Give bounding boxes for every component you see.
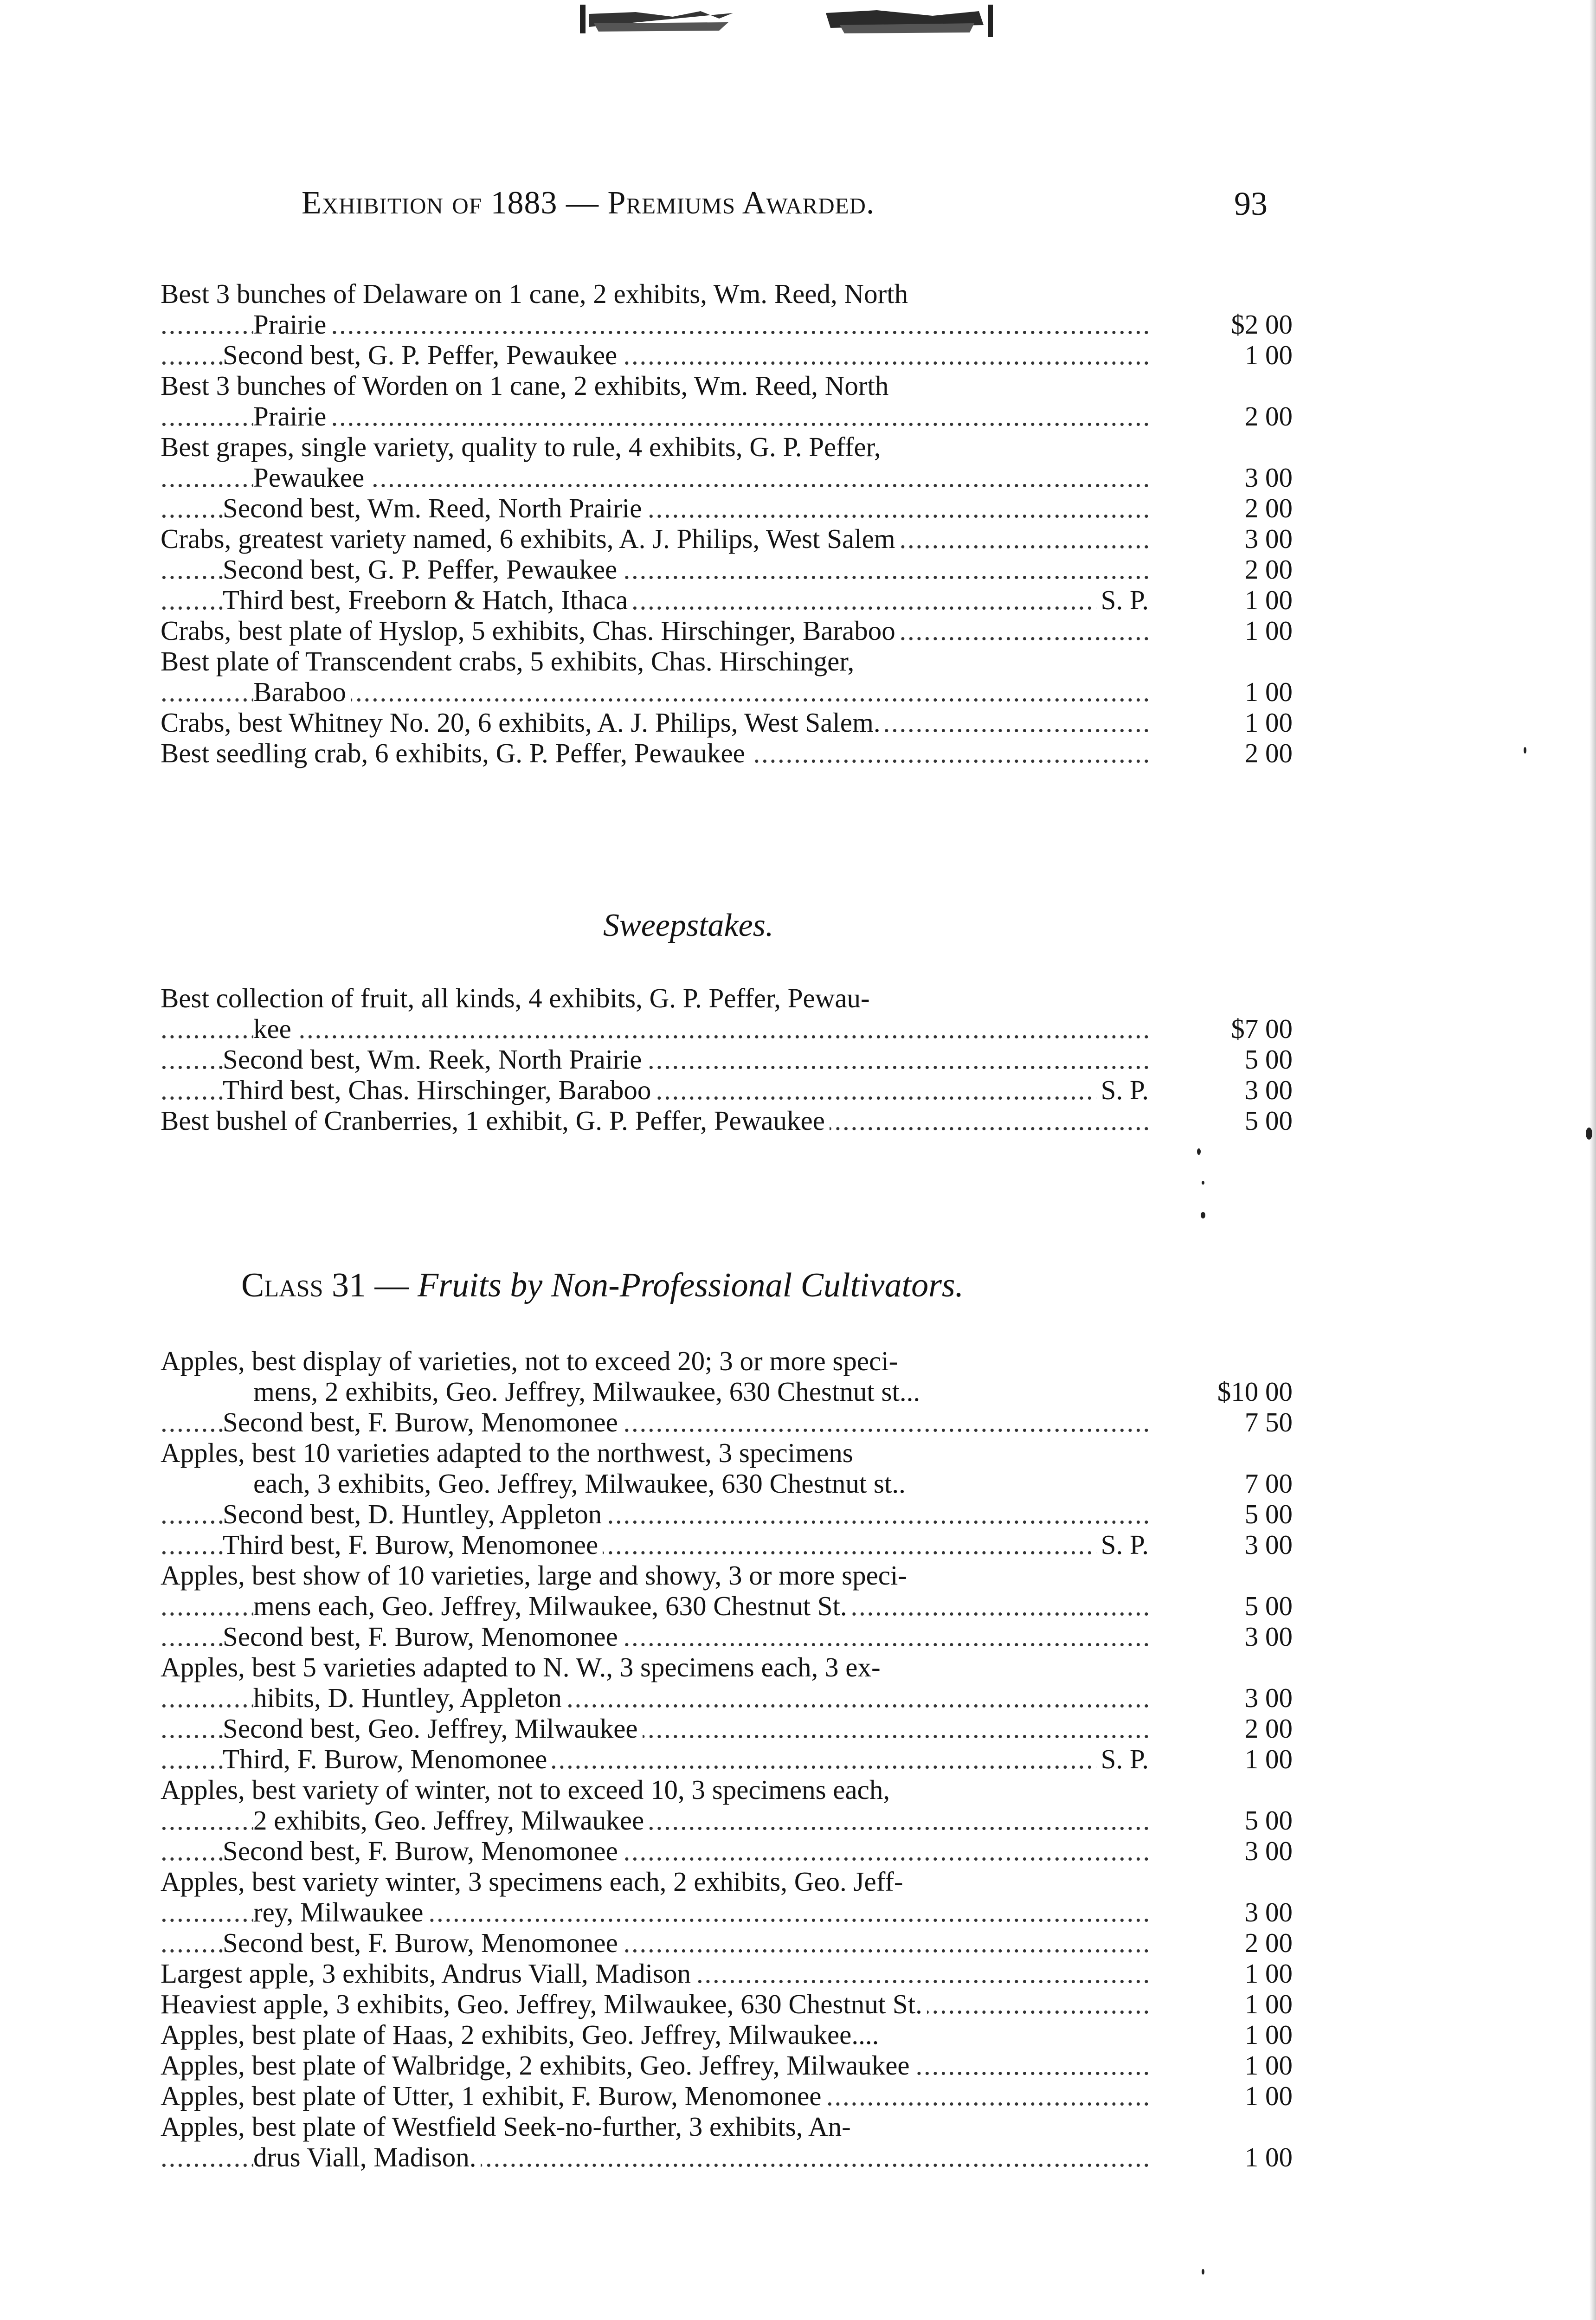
- award-amount: 5 00: [1244, 1105, 1293, 1136]
- award-line: [161, 493, 1293, 523]
- award-line: [161, 1407, 1293, 1437]
- award-line: [161, 585, 1293, 615]
- award-line: [161, 2050, 1293, 2081]
- class-31-italic: Fruits by Non-Professional Cultivators.: [418, 1266, 964, 1304]
- award-text: . . . Second best, F. Burow, Menomonee: [223, 1927, 623, 1958]
- award-text: Apples, best variety of winter, not to exceed 10, 3 specimens each,: [161, 1774, 895, 1805]
- award-line: [161, 1105, 1293, 1136]
- award-line: [161, 677, 1293, 707]
- award-line: [161, 1897, 1293, 1927]
- award-amount: 7 50: [1244, 1407, 1293, 1437]
- award-amount: 5 00: [1244, 1044, 1293, 1075]
- award-line: [161, 707, 1293, 738]
- award-text: . . . Apples, best plate of Utter, 1 exhibit, F. Burow, Menomonee: [161, 2081, 826, 2111]
- award-line: [161, 1744, 1293, 1774]
- award-amount: 2 00: [1244, 401, 1293, 432]
- award-entry: [161, 2050, 1293, 2081]
- award-text: . . . Second best, G. P. Peffer, Pewaukee: [223, 340, 622, 370]
- award-line: [161, 1621, 1293, 1652]
- award-entry: [161, 1346, 1293, 1407]
- award-text: Apples, best 5 varieties adapted to N. W., 3 specimens each, 3 ex-: [161, 1652, 885, 1682]
- award-line: [161, 1468, 1293, 1499]
- award-amount: 1 00: [1244, 585, 1293, 615]
- award-text: . . . Pewaukee: [253, 462, 369, 493]
- award-text: . . . Prairie: [253, 401, 331, 432]
- award-line: [161, 2019, 1293, 2050]
- award-line: [161, 462, 1293, 493]
- award-amount: 1 00: [1244, 1989, 1293, 2019]
- award-entry: [161, 1652, 1293, 1713]
- award-text: . . . Crabs, best plate of Hyslop, 5 exhibits, Chas. Hirschinger, Baraboo: [161, 615, 900, 646]
- award-entry: [161, 585, 1293, 615]
- award-entry: [161, 2081, 1293, 2111]
- award-text: Best collection of fruit, all kinds, 4 exhibits, G. P. Peffer, Pewau-: [161, 983, 875, 1013]
- award-line: [161, 1376, 1293, 1407]
- award-amount: 5 00: [1244, 1591, 1293, 1621]
- running-head-part1: Exhibition of: [302, 185, 483, 221]
- award-line: [161, 432, 1293, 462]
- award-text: Best plate of Transcendent crabs, 5 exhibits, Chas. Hirschinger,: [161, 646, 859, 677]
- scan-speck-icon: [1202, 2269, 1204, 2275]
- award-text: . . . Best seedling crab, 6 exhibits, G. P. Peffer, Pewaukee: [161, 738, 750, 768]
- award-amount: 3 00: [1244, 1682, 1293, 1713]
- award-text: . . . mens each, Geo. Jeffrey, Milwaukee, 630 Chestnut St.: [253, 1591, 852, 1621]
- award-line: [161, 1774, 1293, 1805]
- award-text: . . . Prairie: [253, 309, 331, 340]
- award-amount: 1 00: [1244, 677, 1293, 707]
- award-line: [161, 2142, 1293, 2172]
- award-entry: [161, 1044, 1293, 1075]
- award-text: . . . Crabs, best Whitney No. 20, 6 exhibits, A. J. Philips, West Salem.: [161, 707, 885, 738]
- award-text: . . . Largest apple, 3 exhibits, Andrus Viall, Madison: [161, 1958, 695, 1989]
- award-amount: 3 00: [1244, 462, 1293, 493]
- award-line: [161, 1437, 1293, 1468]
- award-entry: [161, 554, 1293, 585]
- running-head-part2: 1883 —: [482, 185, 608, 221]
- award-text: . . . kee: [253, 1013, 296, 1044]
- award-entry: [161, 1105, 1293, 1136]
- scan-speck-icon: [1201, 1212, 1205, 1218]
- award-entry: [161, 615, 1293, 646]
- award-line: [161, 370, 1293, 401]
- award-line: [161, 1927, 1293, 1958]
- award-entry: [161, 278, 1293, 340]
- sweepstakes-list: [161, 983, 1293, 1136]
- award-amount: 3 00: [1244, 1897, 1293, 1927]
- award-entry: [161, 432, 1293, 493]
- award-amount: 7 00: [1244, 1468, 1293, 1499]
- award-line: [161, 1989, 1293, 2019]
- award-amount: 1 00: [1244, 340, 1293, 370]
- award-amount: 3 00: [1244, 1836, 1293, 1866]
- award-amount: 2 00: [1244, 1713, 1293, 1744]
- award-amount: 5 00: [1244, 1499, 1293, 1529]
- award-entry: [161, 1774, 1293, 1836]
- award-line: [161, 646, 1293, 677]
- special-premium-mark: S. P.: [1096, 1075, 1149, 1105]
- award-line: [161, 278, 1293, 309]
- award-amount: 1 00: [1244, 2019, 1293, 2050]
- award-line: [161, 1560, 1293, 1591]
- scan-speck-icon: [1202, 1181, 1204, 1185]
- award-entry: [161, 1958, 1293, 1989]
- award-entry: [161, 1407, 1293, 1437]
- award-line: [161, 1013, 1293, 1044]
- special-premium-mark: S. P.: [1096, 585, 1149, 615]
- award-line: [161, 1805, 1293, 1836]
- award-entry: [161, 1866, 1293, 1927]
- award-line: [161, 738, 1293, 768]
- special-premium-mark: S. P.: [1096, 1529, 1149, 1560]
- special-premium-mark: S. P.: [1096, 1744, 1149, 1774]
- award-line: [161, 1682, 1293, 1713]
- award-line: [161, 401, 1293, 432]
- award-line: [161, 2081, 1293, 2111]
- award-entry: [161, 1621, 1293, 1652]
- award-entry: [161, 707, 1293, 738]
- award-entry: [161, 646, 1293, 707]
- award-text: . . . rey, Milwaukee: [253, 1897, 428, 1927]
- award-text: . . . Best bushel of Cranberries, 1 exhibit, G. P. Peffer, Pewaukee: [161, 1105, 830, 1136]
- sweepstakes-title: Sweepstakes.: [603, 908, 774, 943]
- award-text: Best 3 bunches of Delaware on 1 cane, 2 exhibits, Wm. Reed, North: [161, 278, 913, 309]
- award-entry: [161, 1437, 1293, 1499]
- award-text: Apples, best 10 varieties adapted to the northwest, 3 specimens: [161, 1437, 858, 1468]
- award-amount: 5 00: [1244, 1805, 1293, 1836]
- running-head: [302, 185, 1285, 222]
- award-text: mens, 2 exhibits, Geo. Jeffrey, Milwaukee, 630 Chestnut st...: [253, 1376, 925, 1407]
- award-amount: $10 00: [1217, 1376, 1293, 1407]
- award-entry: [161, 738, 1293, 768]
- award-entry: [161, 1713, 1293, 1744]
- scan-speck-icon: [1524, 747, 1526, 754]
- award-line: [161, 615, 1293, 646]
- award-line: [161, 1529, 1293, 1560]
- award-amount: 1 00: [1244, 2081, 1293, 2111]
- award-text: . . . Third best, Chas. Hirschinger, Baraboo: [223, 1075, 656, 1105]
- award-line: [161, 1652, 1293, 1682]
- class-31-prefix: Class 31 —: [241, 1266, 418, 1304]
- award-line: [161, 309, 1293, 340]
- award-text: Apples, best plate of Haas, 2 exhibits, Geo. Jeffrey, Milwaukee....: [161, 2019, 883, 2050]
- class-31-title: [241, 1266, 964, 1305]
- award-text: . . . Apples, best plate of Walbridge, 2 exhibits, Geo. Jeffrey, Milwaukee: [161, 2050, 914, 2081]
- award-text: . . . Second best, G. P. Peffer, Pewaukee: [223, 554, 622, 585]
- award-line: [161, 2111, 1293, 2142]
- award-entry: [161, 493, 1293, 523]
- award-text: . . . Second best, Wm. Reed, North Prairie: [223, 493, 646, 523]
- award-text: . . . Crabs, greatest variety named, 6 exhibits, A. J. Philips, West Salem: [161, 523, 900, 554]
- award-amount: 3 00: [1244, 1621, 1293, 1652]
- scan-speck-icon: [1586, 1128, 1592, 1140]
- award-text: . . . 2 exhibits, Geo. Jeffrey, Milwaukee: [253, 1805, 649, 1836]
- award-text: . . . drus Viall, Madison.: [253, 2142, 481, 2172]
- award-line: [161, 1836, 1293, 1866]
- award-text: . . . Second best, F. Burow, Menomonee: [223, 1621, 623, 1652]
- award-line: [161, 1591, 1293, 1621]
- award-amount: 2 00: [1244, 493, 1293, 523]
- award-entry: [161, 1989, 1293, 2019]
- award-entry: [161, 1836, 1293, 1866]
- award-text: . . . Third best, F. Burow, Menomonee: [223, 1529, 603, 1560]
- scan-speck-icon: [1197, 1148, 1201, 1155]
- award-line: [161, 1075, 1293, 1105]
- award-entry: [161, 1075, 1293, 1105]
- award-entry: [161, 983, 1293, 1044]
- award-entry: [161, 370, 1293, 432]
- award-line: [161, 554, 1293, 585]
- class-31-list: [161, 1346, 1293, 2172]
- award-amount: 2 00: [1244, 1927, 1293, 1958]
- award-amount: 2 00: [1244, 554, 1293, 585]
- award-line: [161, 1713, 1293, 1744]
- award-text: each, 3 exhibits, Geo. Jeffrey, Milwaukee, 630 Chestnut st..: [253, 1468, 910, 1499]
- award-amount: 2 00: [1244, 738, 1293, 768]
- award-entry: [161, 1927, 1293, 1958]
- award-text: Apples, best show of 10 varieties, large and showy, 3 or more speci-: [161, 1560, 912, 1591]
- award-amount: 1 00: [1244, 1744, 1293, 1774]
- award-text: Apples, best plate of Westfield Seek-no-further, 3 exhibits, An-: [161, 2111, 856, 2142]
- award-amount: 3 00: [1244, 523, 1293, 554]
- award-text: . . . Second best, Wm. Reek, North Prairie: [223, 1044, 646, 1075]
- award-entry: [161, 1744, 1293, 1774]
- page-edge-shadow: [1590, 0, 1596, 2320]
- award-text: Best 3 bunches of Worden on 1 cane, 2 exhibits, Wm. Reed, North: [161, 370, 893, 401]
- award-text: . . . Third, F. Burow, Menomonee: [223, 1744, 552, 1774]
- award-entry: [161, 2019, 1293, 2050]
- award-amount: $7 00: [1231, 1013, 1293, 1044]
- award-line: [161, 1499, 1293, 1529]
- award-text: Best grapes, single variety, quality to rule, 4 exhibits, G. P. Peffer,: [161, 432, 886, 462]
- award-line: [161, 340, 1293, 370]
- award-entry: [161, 1499, 1293, 1529]
- award-text: . . . Second best, Geo. Jeffrey, Milwaukee: [223, 1713, 643, 1744]
- award-text: . . . Third best, Freeborn & Hatch, Ithaca: [223, 585, 632, 615]
- grapes-crabs-list: [161, 278, 1293, 768]
- award-line: [161, 983, 1293, 1013]
- award-amount: 1 00: [1244, 2142, 1293, 2172]
- award-amount: 1 00: [1244, 707, 1293, 738]
- award-entry: [161, 2111, 1293, 2172]
- award-amount: $2 00: [1231, 309, 1293, 340]
- award-amount: 3 00: [1244, 1075, 1293, 1105]
- scan-artifact-icon: [580, 5, 998, 38]
- award-text: . . . Second best, D. Huntley, Appleton: [223, 1499, 606, 1529]
- award-line: [161, 1958, 1293, 1989]
- award-text: . . . Second best, F. Burow, Menomonee: [223, 1407, 623, 1437]
- award-text: . . . Baraboo: [253, 677, 351, 707]
- award-text: Apples, best variety winter, 3 specimens each, 2 exhibits, Geo. Jeff-: [161, 1866, 908, 1897]
- award-line: [161, 1346, 1293, 1376]
- running-head-part3: Premiums Awarded.: [607, 185, 875, 221]
- award-text: . . . Second best, F. Burow, Menomonee: [223, 1836, 623, 1866]
- award-text: Apples, best display of varieties, not to exceed 20; 3 or more speci-: [161, 1346, 902, 1376]
- award-amount: 1 00: [1244, 2050, 1293, 2081]
- award-entry: [161, 340, 1293, 370]
- award-line: [161, 1866, 1293, 1897]
- award-line: [161, 1044, 1293, 1075]
- award-text: . . . hibits, D. Huntley, Appleton: [253, 1682, 566, 1713]
- award-amount: 3 00: [1244, 1529, 1293, 1560]
- award-amount: 1 00: [1244, 615, 1293, 646]
- award-line: [161, 523, 1293, 554]
- award-entry: [161, 1560, 1293, 1621]
- award-entry: [161, 1529, 1293, 1560]
- award-text: . . . Heaviest apple, 3 exhibits, Geo. Jeffrey, Milwaukee, 630 Chestnut St.: [161, 1989, 927, 2019]
- award-entry: [161, 523, 1293, 554]
- page-number: 93: [1234, 185, 1268, 222]
- award-amount: 1 00: [1244, 1958, 1293, 1989]
